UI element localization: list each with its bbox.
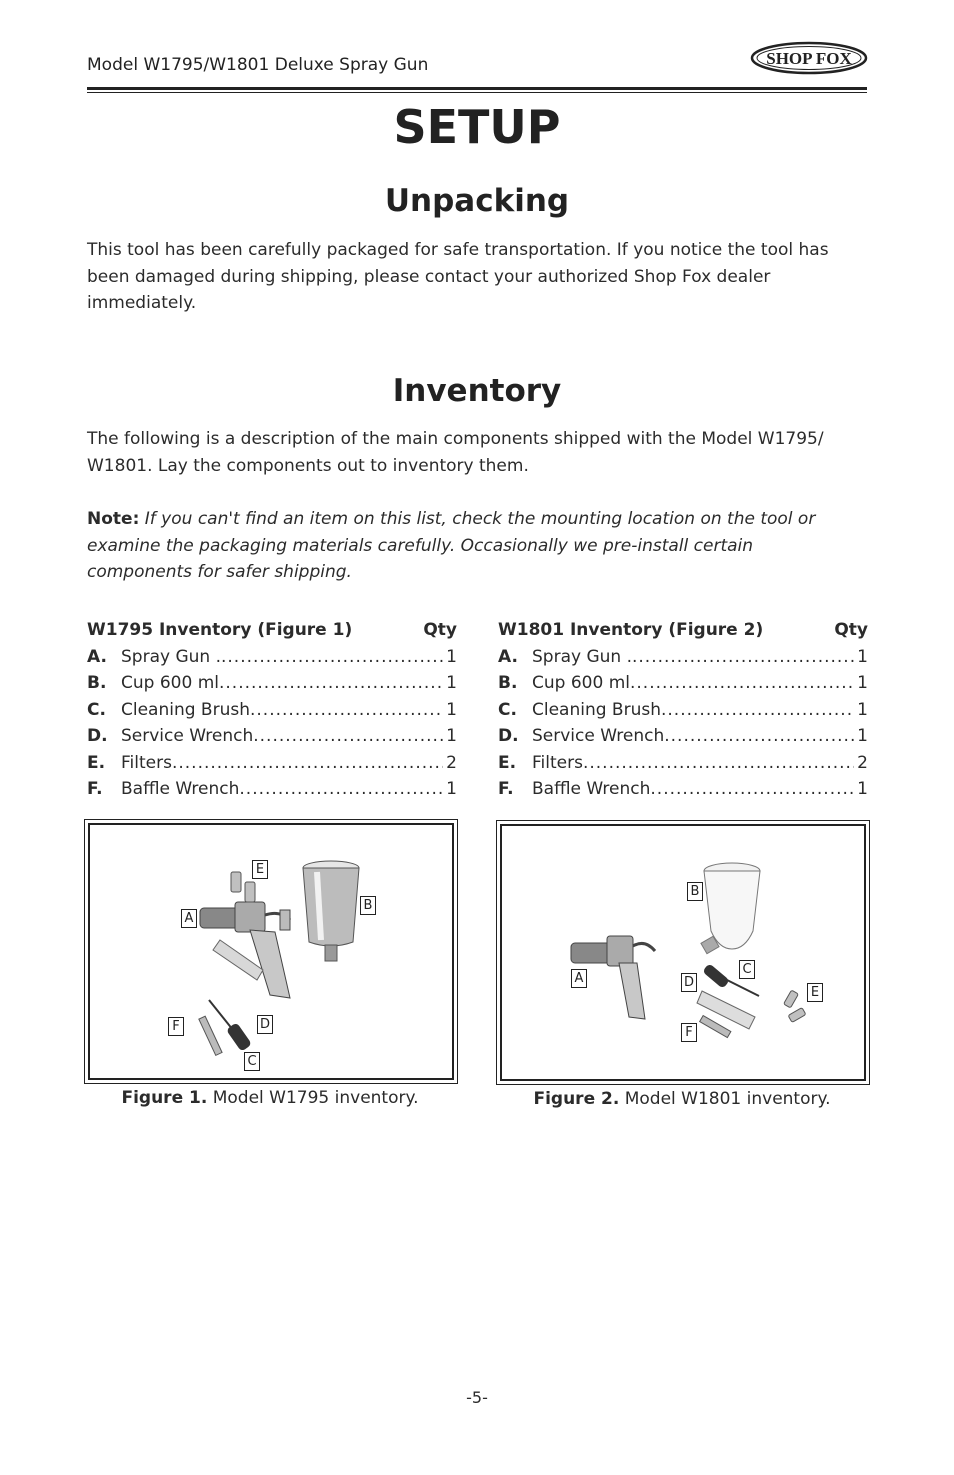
callout-a: A [181,909,197,928]
callout-f: F [681,1023,697,1042]
item-qty: 1 [446,778,457,799]
item-letter: A. [498,647,518,667]
inventory-item [498,644,868,670]
caption-text: Model W1801 inventory. [624,1089,831,1109]
item-name: Cleaning Brush [121,699,250,720]
callout-b: B [360,896,376,915]
item-name: Baffle Wrench [121,778,240,799]
inventory-list-title: W1795 Inventory (Figure 1) [87,620,353,640]
baffle-wrench-illustration [199,1016,222,1055]
inventory-list-header [498,617,868,644]
inventory-list-w1795 [87,617,457,802]
inventory-item [498,697,868,723]
item-letter: B. [87,673,107,694]
inventory-list-w1801 [498,617,868,802]
item-name: Filters [121,752,172,773]
item-letter: B. [498,673,518,694]
figure-2-illustration [497,821,869,1084]
inventory-heading: Inventory [392,373,562,409]
figure-2-caption [497,1089,867,1109]
inventory-item [87,670,457,696]
shop-fox-logo [750,40,868,76]
caption-label: Figure 1. [121,1088,208,1108]
item-qty: 1 [446,647,457,667]
inventory-item [498,670,868,696]
header-title: Model W1795/W1801 Deluxe Spray Gun [87,55,429,75]
item-qty: 1 [446,673,457,694]
inventory-list-header [87,617,457,644]
leader-dots [221,644,443,670]
caption-text: Model W1795 inventory. [212,1088,419,1108]
item-qty: 1 [857,778,868,799]
inventory-item [498,750,868,776]
leader-dots [664,723,854,749]
item-name: Service Wrench [121,726,254,747]
leader-dots [661,697,854,723]
item-letter: D. [498,726,519,747]
page-number: -5- [466,1388,488,1407]
inventory-item [87,776,457,802]
item-name: Service Wrench [532,726,665,747]
callout-c: C [739,960,755,979]
logo-text: SHOP FOX [766,49,852,68]
figure-2-frame [496,820,870,1085]
inventory-item [498,723,868,749]
figure-1-frame [84,819,458,1084]
callout-a: A [571,969,587,988]
callout-e: E [807,983,823,1002]
page-title: SETUP [393,100,561,154]
callout-d: D [681,973,697,992]
item-letter: E. [498,752,517,773]
leader-dots [632,644,854,670]
item-letter: F. [87,778,103,799]
item-name: Spray Gun . [532,647,632,667]
figure-1-illustration [85,820,457,1083]
header-rule-thin [87,92,867,93]
item-qty: 2 [857,752,868,773]
qty-column-label: Qty [423,620,457,640]
callout-d: D [257,1015,273,1034]
callout-b: B [687,882,703,901]
cup-illustration [701,863,760,954]
item-name: Filters [532,752,583,773]
leader-dots [172,750,443,776]
unpacking-body: This tool has been carefully packaged for safe transportation. If you notice the tool has been damaged during shipping, please contact your authorized Shop Fox dealer immediately. [87,240,829,313]
item-letter: D. [87,726,108,747]
item-letter: E. [87,752,106,773]
inventory-note [87,506,847,586]
item-name: Cleaning Brush [532,699,661,720]
item-qty: 1 [446,726,457,747]
inventory-item [87,644,457,670]
inventory-item [87,723,457,749]
filters-illustration [784,990,806,1022]
item-qty: 2 [446,752,457,773]
qty-column-label: Qty [834,620,868,640]
callout-c: C [244,1052,260,1071]
item-name: Cup 600 ml [532,673,630,694]
leader-dots [219,670,443,696]
item-name: Baffle Wrench [532,778,651,799]
leader-dots [630,670,854,696]
leader-dots [650,776,854,802]
item-letter: C. [498,699,517,720]
inventory-item [498,776,868,802]
unpacking-heading: Unpacking [384,183,570,219]
item-letter: C. [87,699,106,720]
caption-label: Figure 2. [533,1089,620,1109]
item-name: Cup 600 ml [121,673,219,694]
item-letter: F. [498,778,514,799]
item-qty: 1 [446,699,457,720]
note-text: If you can't find an item on this list, check the mounting location on the tool or examine the packaging materials carefully. Occasionally we pre-install certain components for safer shipping. [87,509,816,582]
inventory-item [87,750,457,776]
inventory-list-title: W1801 Inventory (Figure 2) [498,620,764,640]
inventory-intro: The following is a description of the main components shipped with the Model W1795/ W1801. Lay the components out to inventory them. [87,429,824,476]
callout-f: F [168,1017,184,1036]
callout-e: E [252,860,268,879]
leader-dots [239,776,443,802]
cup-illustration [303,861,359,961]
note-label: Note: [87,509,140,529]
figure-1-caption [85,1088,455,1108]
item-letter: A. [87,647,107,667]
item-name: Spray Gun . [121,647,221,667]
inventory-item [87,697,457,723]
item-qty: 1 [857,673,868,694]
item-qty: 1 [857,726,868,747]
header-rule [87,87,867,90]
leader-dots [250,697,443,723]
item-qty: 1 [857,699,868,720]
leader-dots [253,723,443,749]
item-qty: 1 [857,647,868,667]
leader-dots [583,750,854,776]
baffle-wrench-illustration [700,1016,731,1038]
